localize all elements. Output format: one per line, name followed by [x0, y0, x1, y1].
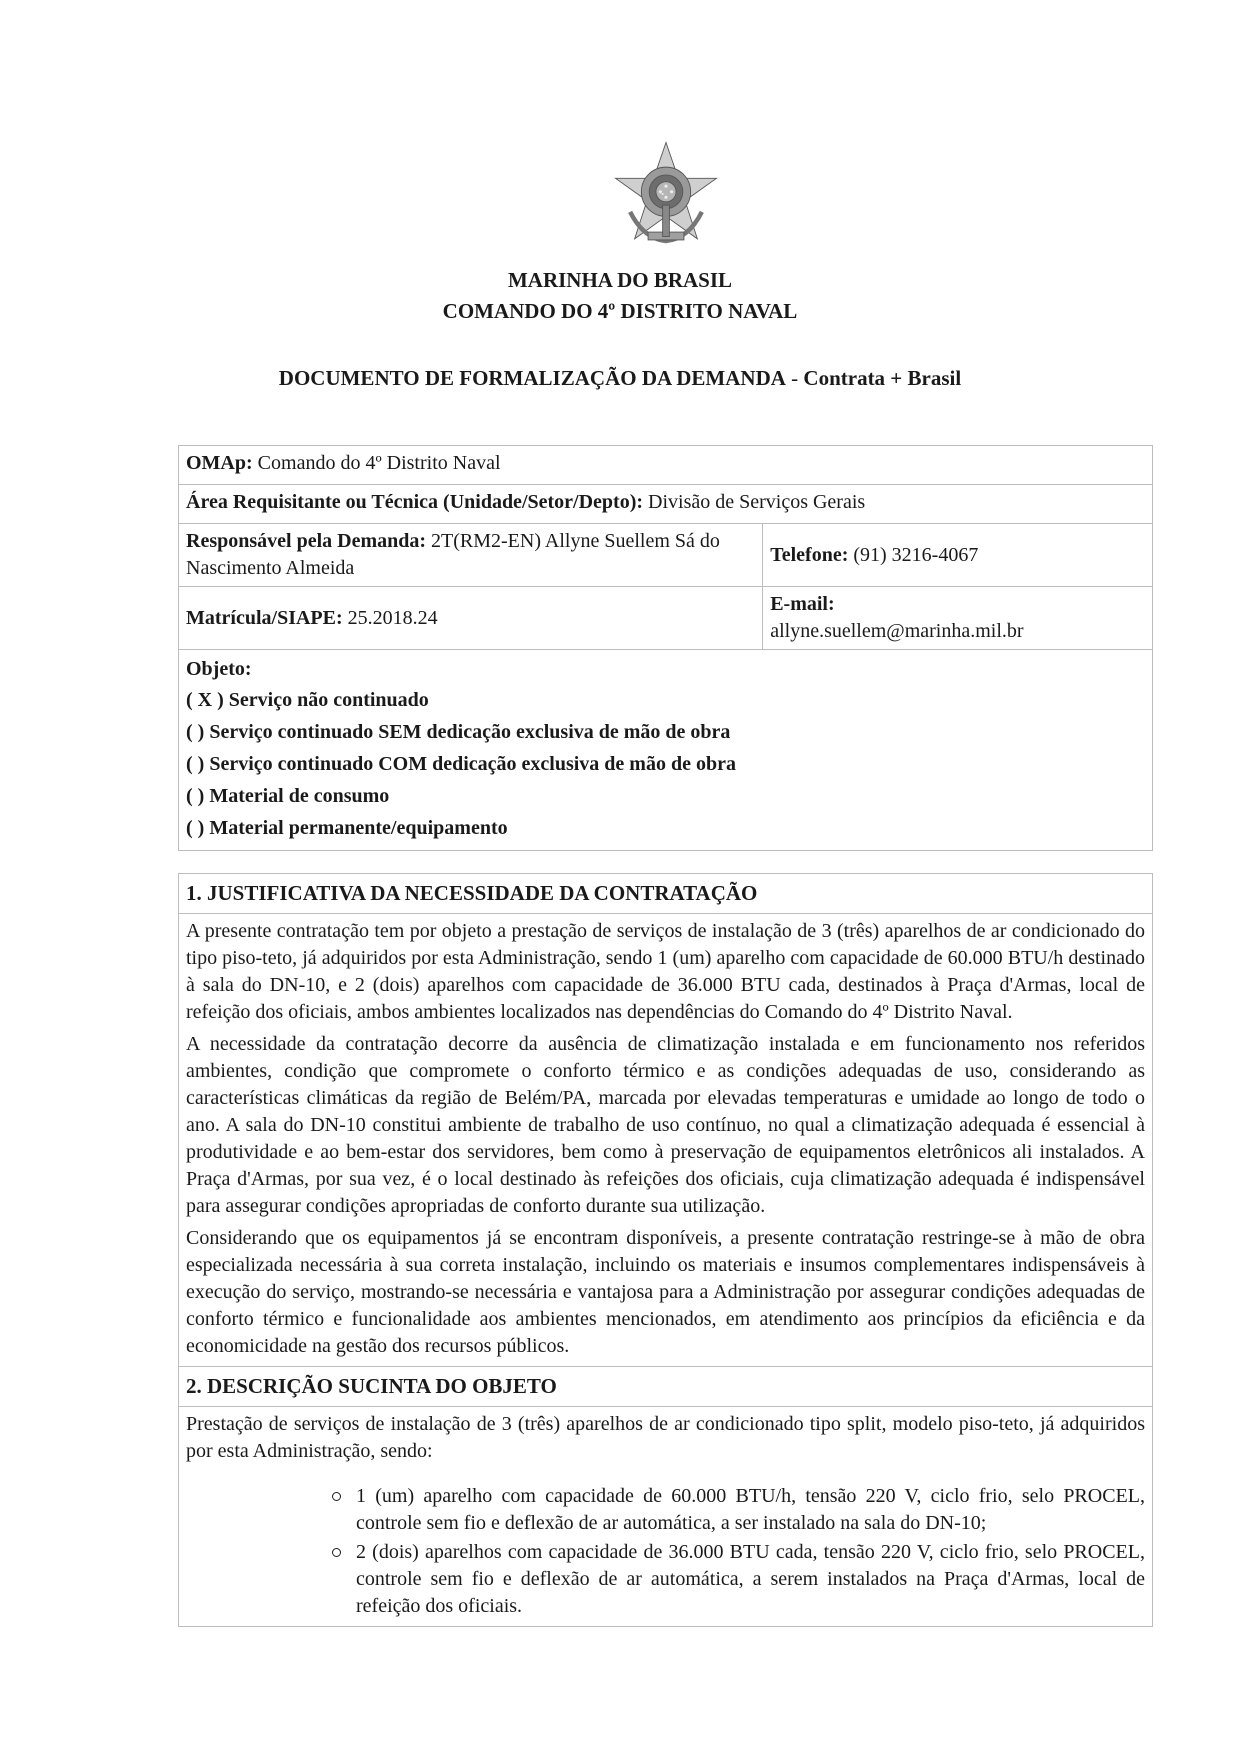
- email-label: E-mail:: [770, 593, 835, 615]
- email-value: allyne.suellem@marinha.mil.br: [770, 620, 1024, 642]
- command-title: COMANDO DO 4º DISTRITO NAVAL: [442, 299, 798, 323]
- section2-list: [186, 1483, 1145, 1620]
- identification-table: [178, 445, 1153, 851]
- area-value: Divisão de Serviços Gerais: [643, 491, 866, 513]
- section2-list-item: 1 (um) aparelho com capacidade de 60.000 BTU/h, tensão 220 V, ciclo frio, selo PROCEL, controle sem fio e deflexão de ar automática, a ser instalado na sala do DN-10;: [356, 1483, 1145, 1537]
- bullet-circle-icon: [332, 1492, 341, 1501]
- omap-label: OMAp:: [186, 452, 253, 474]
- section1-paragraph: Considerando que os equipamentos já se encontram disponíveis, a presente contratação restringe-se à mão de obra especializada necessária à sua correta instalação, incluindo os materiais e insumos complementares indispensáveis à execução do serviço, mostrando-se necessária e vantajosa para a Administração por assegurar condições adequadas de conforto térmico e funcionalidade aos ambientes mencionados, em atendimento aos princípios da eficiência e da economicidade na gestão dos recursos públicos.: [186, 1227, 1145, 1357]
- telefone-value: (91) 3216-4067: [848, 543, 979, 566]
- matricula-label: Matrícula/SIAPE:: [186, 606, 343, 629]
- section1-paragraph: A presente contratação tem por objeto a prestação de serviços de instalação de 3 (três) aparelhos de ar condicionado do tipo piso-teto, já adquiridos por esta Administração, sendo 1 (um) aparelho com capacidade de 60.000 BTU/h destinado à sala do DN-10, e 2 (dois) aparelhos com capacidade de 36.000 BTU cada, destinados à Praça d'Armas, local de refeição dos oficiais, ambos ambientes localizados nas dependências do Comando do 4º Distrito Naval.: [186, 920, 1145, 1023]
- bullet-circle-icon: [332, 1548, 341, 1557]
- telefone-cell: [763, 524, 1153, 587]
- omap-value: Comando do 4º Distrito Naval: [252, 452, 501, 474]
- section2-intro: Prestação de serviços de instalação de 3 (três) aparelhos de ar condicionado tipo split, modelo piso-teto, já adquiridos por esta Administração, sendo:: [186, 1413, 1145, 1462]
- matricula-value: 25.2018.24: [342, 606, 438, 629]
- telefone-label: Telefone:: [770, 543, 849, 566]
- objeto-option: ( ) Material de consumo: [186, 785, 390, 807]
- responsavel-cell: [179, 524, 763, 587]
- objeto-option: ( ) Serviço continuado COM dedicação exclusiva de mão de obra: [186, 753, 736, 775]
- objeto-option: ( X ) Serviço não continuado: [186, 689, 429, 711]
- omap-row: [179, 446, 1153, 485]
- sections-table: [178, 873, 1153, 1627]
- section2-body: [179, 1407, 1153, 1627]
- section1-title: 1. JUSTIFICATIVA DA NECESSIDADE DA CONTRATAÇÃO: [179, 874, 1153, 914]
- area-row: [179, 485, 1153, 524]
- org-title: MARINHA DO BRASIL: [507, 268, 733, 292]
- section2-list-item: 2 (dois) aparelhos com capacidade de 36.000 BTU cada, tensão 220 V, ciclo frio, selo PROCEL, controle sem fio e deflexão de ar automática, a serem instalados na Praça d'Armas, local de refeição dos oficiais.: [356, 1539, 1145, 1620]
- responsavel-label: Responsável pela Demanda:: [186, 530, 427, 552]
- section1-paragraph: A necessidade da contratação decorre da ausência de climatização instalada e em funcionamento nos referidos ambientes, condição que compromete o conforto térmico e as condições adequadas de uso, considerando as características climáticas da região de Belém/PA, marcada por elevadas temperaturas e umidade ao longo de todo o ano. A sala do DN-10 constitui ambiente de trabalho de uso contínuo, no qual a climatização adequada é essencial à produtividade e ao bem-estar dos servidores, bem como à preservação de equipamentos eletrônicos ali instalados. A Praça d'Armas, por sua vez, é o local destinado às refeições dos oficiais, cuja climatização adequada é indispensável para assegurar condições apropriadas de conforto durante sua utilização.: [186, 1033, 1145, 1217]
- objeto-label: Objeto:: [186, 658, 252, 680]
- objeto-option: ( ) Serviço continuado SEM dedicação exclusiva de mão de obra: [186, 721, 731, 743]
- section1-body: [179, 914, 1153, 1367]
- document-title: DOCUMENTO DE FORMALIZAÇÃO DA DEMANDA - Contrata + Brasil: [278, 366, 962, 390]
- coat-of-arms-seal: [610, 138, 722, 250]
- matricula-cell: [179, 587, 763, 650]
- objeto-option: ( ) Material permanente/equipamento: [186, 817, 508, 839]
- area-label: Área Requisitante ou Técnica (Unidade/Setor/Depto):: [186, 491, 644, 513]
- section2-title: 2. DESCRIÇÃO SUCINTA DO OBJETO: [179, 1367, 1153, 1407]
- responsavel-value: 2T(RM2-EN) Allyne Suellem Sá do Nascimento Almeida: [186, 530, 720, 579]
- objeto-cell: [179, 650, 1153, 851]
- email-cell: [763, 587, 1153, 650]
